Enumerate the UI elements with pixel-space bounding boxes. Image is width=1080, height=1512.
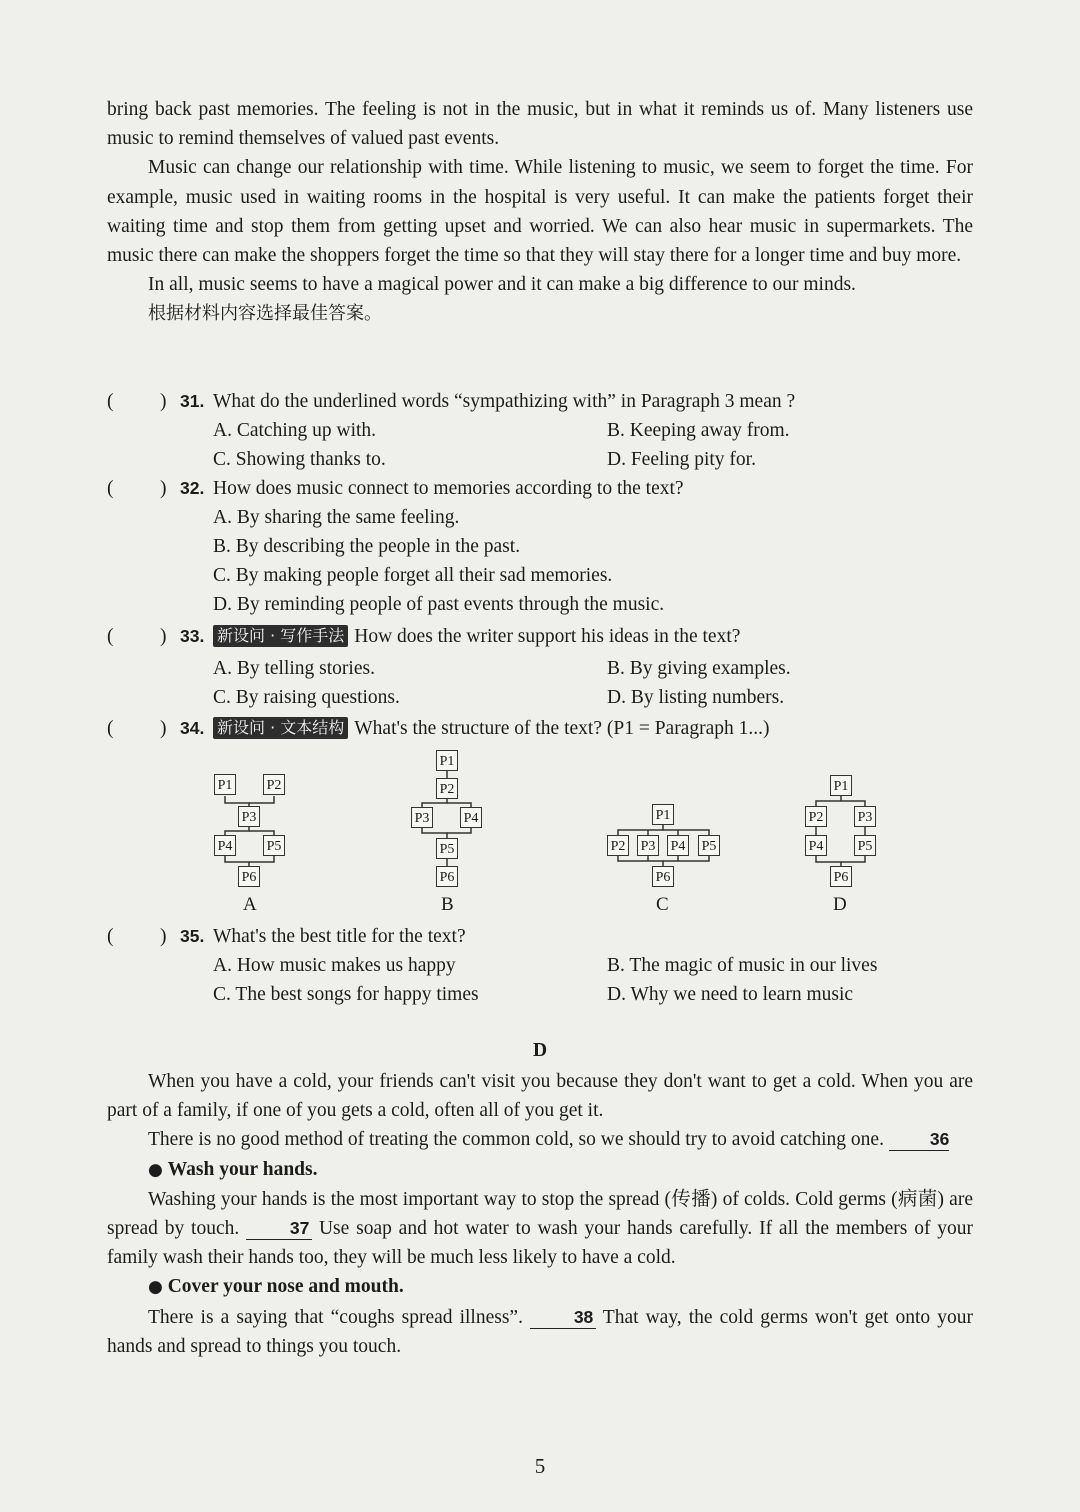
paragraph: Music can change our relationship with time. While listening to music, we seem to forget the time. For example, music used in waiting rooms in the hospital is very useful. It can make the patients forget their waiting time and stop them from getting upset and worried. We can also hear music in supermarkets. The music there can make the shoppers forget the time so that they will stay there for a longer time and buy more. — [107, 157, 973, 267]
bullet-icon: ● — [148, 1277, 163, 1298]
bullet-icon: ● — [148, 1159, 163, 1180]
option-c[interactable]: C. By raising questions. — [213, 687, 400, 708]
answer-paren-open: ( — [107, 626, 114, 647]
p5-box: P5 — [854, 835, 876, 856]
option-b[interactable]: B. By describing the people in the past. — [213, 536, 521, 557]
p1-box: P1 — [830, 775, 852, 796]
option-a[interactable]: A. Catching up with. — [213, 420, 377, 441]
p2-box: P2 — [607, 835, 629, 856]
passage-heading: D — [532, 1040, 548, 1061]
p2-box: P2 — [436, 778, 458, 799]
diagram-label-b: B — [441, 894, 454, 915]
question-text: What's the structure of the text? (P1 = Paragraph 1...) — [354, 718, 770, 739]
passage-d — [107, 1067, 973, 1361]
question-type-tag: 新设问 · 文本结构 — [213, 717, 348, 739]
p2-box: P2 — [263, 774, 285, 795]
p6-box: P6 — [830, 866, 852, 887]
subheading — [107, 1155, 973, 1185]
p5-box: P5 — [436, 838, 458, 859]
paragraph-text: There is no good method of treating the common cold, so we should try to avoid catching one. — [148, 1129, 884, 1151]
paragraph: When you have a cold, your friends can't visit you because they don't want to get a cold. When you are part of a family, if one of you gets a cold, often all of you get it. — [107, 1071, 973, 1122]
paragraph — [107, 1185, 973, 1273]
p6-box: P6 — [652, 866, 674, 887]
option-d[interactable]: D. By reminding people of past events through the music. — [213, 594, 665, 615]
paragraph-text: There is a saying that “coughs spread illness”. — [148, 1306, 523, 1328]
answer-paren-open: ( — [107, 718, 114, 739]
answer-paren-close: ) — [160, 626, 167, 647]
question-type-tag: 新设问 · 写作手法 — [213, 625, 348, 647]
question-number: 35. — [180, 926, 205, 946]
option-a[interactable]: A. By sharing the same feeling. — [213, 507, 460, 528]
option-c[interactable]: C. The best songs for happy times — [213, 984, 479, 1005]
option-d[interactable]: D. Why we need to learn music — [607, 984, 854, 1005]
paragraph — [107, 1303, 973, 1361]
question-35 — [107, 922, 973, 1010]
subheading-text: Cover your nose and mouth. — [167, 1276, 404, 1298]
blank-37[interactable]: 37 — [246, 1217, 312, 1240]
subheading-text: Wash your hands. — [167, 1158, 318, 1180]
answer-paren-close: ) — [160, 478, 167, 499]
diagram-label-a: A — [243, 894, 257, 915]
p4-box: P4 — [214, 835, 236, 856]
p6-box: P6 — [238, 866, 260, 887]
option-a[interactable]: A. How music makes us happy — [213, 955, 456, 976]
question-number: 34. — [180, 718, 205, 738]
p1-box: P1 — [652, 804, 674, 825]
answer-paren-open: ( — [107, 478, 114, 499]
p3-box: P3 — [854, 806, 876, 827]
page-number: 5 — [534, 1454, 546, 1478]
answer-paren-close: ) — [160, 718, 167, 739]
paragraph: bring back past memories. The feeling is not in the music, but in what it reminds us of. Many listeners use music to remind themselves of valued past events. — [107, 99, 973, 150]
option-c[interactable]: C. By making people forget all their sad memories. — [213, 565, 613, 586]
option-d[interactable]: D. Feeling pity for. — [607, 449, 756, 470]
question-text: What's the best title for the text? — [213, 926, 466, 947]
subheading — [107, 1272, 973, 1302]
p6-box: P6 — [436, 866, 458, 887]
diagram-label-c: C — [656, 894, 669, 915]
answer-paren-close: ) — [160, 926, 167, 947]
option-b[interactable]: B. Keeping away from. — [607, 420, 790, 441]
p5-box: P5 — [698, 835, 720, 856]
paragraph — [107, 1125, 973, 1154]
option-b[interactable]: B. By giving examples. — [607, 658, 791, 679]
p4-box: P4 — [667, 835, 689, 856]
option-d[interactable]: D. By listing numbers. — [607, 687, 785, 708]
blank-36[interactable]: 36 — [889, 1128, 949, 1151]
p2-box: P2 — [805, 806, 827, 827]
p3-box: P3 — [637, 835, 659, 856]
question-text: What do the underlined words “sympathizing with” in Paragraph 3 mean ? — [213, 391, 796, 412]
p4-box: P4 — [805, 835, 827, 856]
blank-38[interactable]: 38 — [530, 1306, 596, 1329]
question-number: 33. — [180, 626, 205, 646]
question-text: How does the writer support his ideas in the text? — [354, 626, 741, 647]
answer-paren-open: ( — [107, 391, 114, 412]
p1-box: P1 — [214, 774, 236, 795]
diagram-label-d: D — [833, 894, 847, 915]
answer-paren-open: ( — [107, 926, 114, 947]
paragraph-text: That way, the cold germs won't get onto your hands and spread to things you touch. — [107, 1306, 974, 1357]
p3-box: P3 — [238, 806, 260, 827]
question-text: How does music connect to memories according to the text? — [213, 478, 684, 499]
paragraph-text: Washing your hands is the most important way to stop the spread (传播) of colds. Cold germs (病菌) are spread by touch. — [107, 1188, 973, 1240]
question-number: 32. — [180, 478, 205, 498]
p1-box: P1 — [436, 750, 458, 771]
question-number: 31. — [180, 391, 205, 411]
p4-box: P4 — [460, 807, 482, 828]
option-b[interactable]: B. The magic of music in our lives — [607, 955, 878, 976]
option-a[interactable]: A. By telling stories. — [213, 658, 375, 679]
paragraph-text: Use soap and hot water to wash your hands carefully. If all the members of your family wash their hands too, they will be much less likely to have a cold. — [107, 1218, 974, 1269]
paragraph: In all, music seems to have a magical power and it can make a big difference to our minds. — [148, 274, 856, 296]
instruction: 根据材料内容选择最佳答案。 — [148, 303, 382, 325]
p3-box: P3 — [411, 807, 433, 828]
p5-box: P5 — [263, 835, 285, 856]
option-c[interactable]: C. Showing thanks to. — [213, 449, 386, 470]
answer-paren-close: ) — [160, 391, 167, 412]
